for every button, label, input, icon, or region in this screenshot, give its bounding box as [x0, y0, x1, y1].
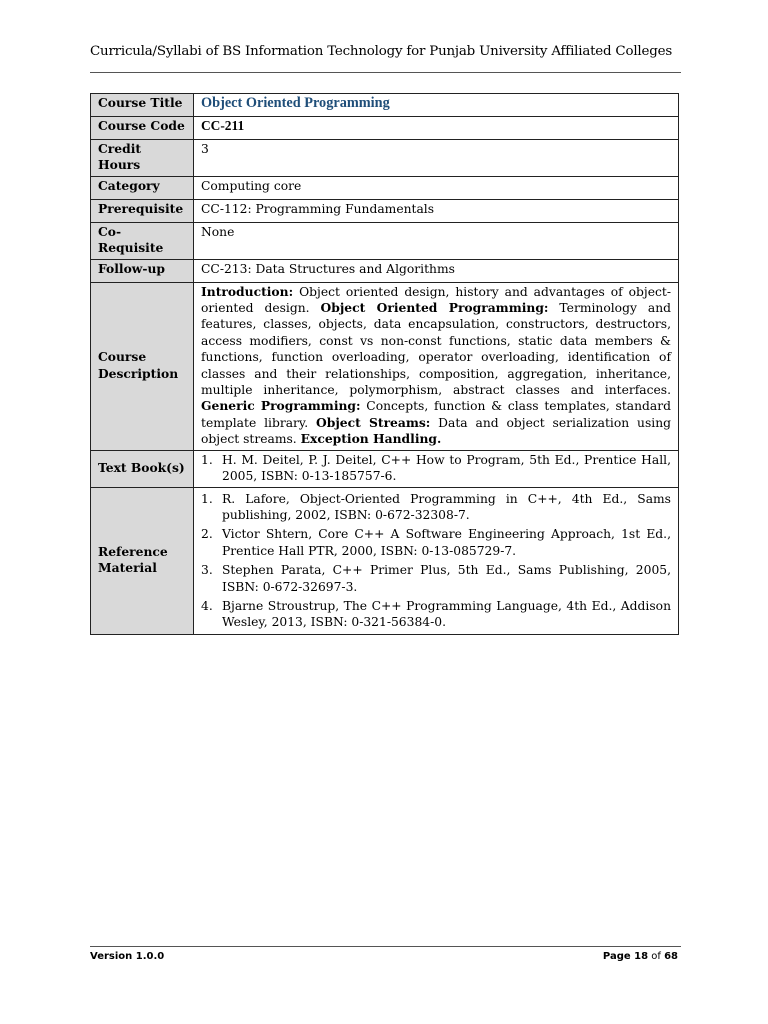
prerequisite-value: CC-112: Programming Fundamentals — [194, 199, 679, 222]
row-text-books — [91, 450, 679, 487]
row-category — [91, 176, 679, 199]
page-current: 18 — [634, 951, 649, 962]
streams-heading: Object Streams: — [316, 414, 431, 430]
course-description-text — [194, 282, 679, 450]
text-books-label: Text Book(s) — [91, 450, 194, 487]
page-prefix: Page — [602, 951, 635, 962]
page-header-title: Curricula/Syllabi of BS Information Technology for Punjab University Affiliated Colleges — [90, 44, 672, 59]
reference-list — [201, 491, 671, 631]
list-number: 2. — [201, 527, 213, 542]
row-course-title — [91, 94, 679, 117]
row-prerequisite — [91, 199, 679, 222]
reference-material-label: Reference Material — [91, 487, 194, 634]
page-number — [603, 951, 678, 962]
prerequisite-label: Prerequisite — [91, 199, 194, 222]
follow-up-label: Follow-up — [91, 259, 194, 282]
intro-heading: Introduction: — [201, 283, 294, 299]
course-table — [90, 93, 679, 635]
list-item — [201, 598, 671, 631]
course-title-label: Course Title — [91, 94, 194, 117]
list-item — [201, 491, 671, 524]
reference-citation: Stephen Parata, C++ Primer Plus, 5th Ed., Sams Publishing, 2005, ISBN: 0-672-32697-3. — [222, 563, 671, 594]
list-item — [201, 562, 671, 595]
exception-heading: Exception Handling. — [300, 431, 442, 447]
category-value: Computing core — [194, 176, 679, 199]
header-divider — [90, 72, 681, 73]
version-label: Version 1.0.0 — [90, 951, 165, 962]
credit-hours-label: Credit Hours — [91, 140, 194, 177]
list-number: 3. — [201, 563, 213, 578]
category-label: Category — [91, 176, 194, 199]
credit-hours-value: 3 — [194, 140, 679, 177]
intro-text: Object oriented design, history and advantages of object-oriented design. — [201, 284, 671, 316]
generic-heading: Generic Programming: — [201, 398, 361, 414]
follow-up-value: CC-213: Data Structures and Algorithms — [194, 259, 679, 282]
row-co-requisite — [91, 222, 679, 259]
oop-text: Terminology and features, classes, objects, data encapsulation, constructors, destructors, access modifiers, const vs non-const functions, static data members & functions, function overloading, operator overloading, identification of classes and their relationships, composition, aggregation, inheritance, multiple inheritance, polymorphism, abstract classes and interfaces. — [201, 301, 671, 398]
reference-citation: Bjarne Stroustrup, The C++ Programming Language, 4th Ed., Addison Wesley, 2013, ISBN: 0-321-56384-0. — [222, 598, 671, 630]
textbook-citation: H. M. Deitel, P. J. Deitel, C++ How to Program, 5th Ed., Prentice Hall, 2005, ISBN: 0-13-185757-6. — [222, 452, 671, 484]
row-credit-hours — [91, 140, 679, 177]
course-description-label: Course Description — [91, 282, 194, 450]
page-total: 68 — [664, 951, 678, 962]
row-course-description — [91, 282, 679, 450]
reference-citation: R. Lafore, Object-Oriented Programming in C++, 4th Ed., Sams publishing, 2002, ISBN: 0-672-32308-7. — [222, 491, 671, 522]
textbook-list — [201, 452, 671, 485]
footer-divider — [90, 946, 681, 947]
co-requisite-value: None — [194, 222, 679, 259]
oop-heading: Object Oriented Programming: — [320, 300, 549, 316]
page-of: of — [648, 951, 665, 962]
list-item — [201, 526, 671, 559]
list-number: 1. — [201, 452, 213, 467]
list-number: 1. — [201, 491, 213, 506]
co-requisite-label: Co-Requisite — [91, 222, 194, 259]
reference-citation: Victor Shtern, Core C++ A Software Engineering Approach, 1st Ed., Prentice Hall PTR, 2000, ISBN: 0-13-085729-7. — [222, 527, 671, 558]
streams-text: Data and object serialization using object streams. — [201, 415, 671, 447]
course-code-label: Course Code — [91, 117, 194, 140]
list-item — [201, 452, 671, 485]
course-code-value: CC-211 — [201, 118, 245, 133]
generic-text: Concepts, function & class templates, standard template library. — [201, 399, 671, 430]
list-number: 4. — [201, 598, 213, 613]
row-reference-material — [91, 487, 679, 634]
row-course-code — [91, 117, 679, 140]
row-follow-up — [91, 259, 679, 282]
course-title-value: Object Oriented Programming — [201, 95, 390, 111]
